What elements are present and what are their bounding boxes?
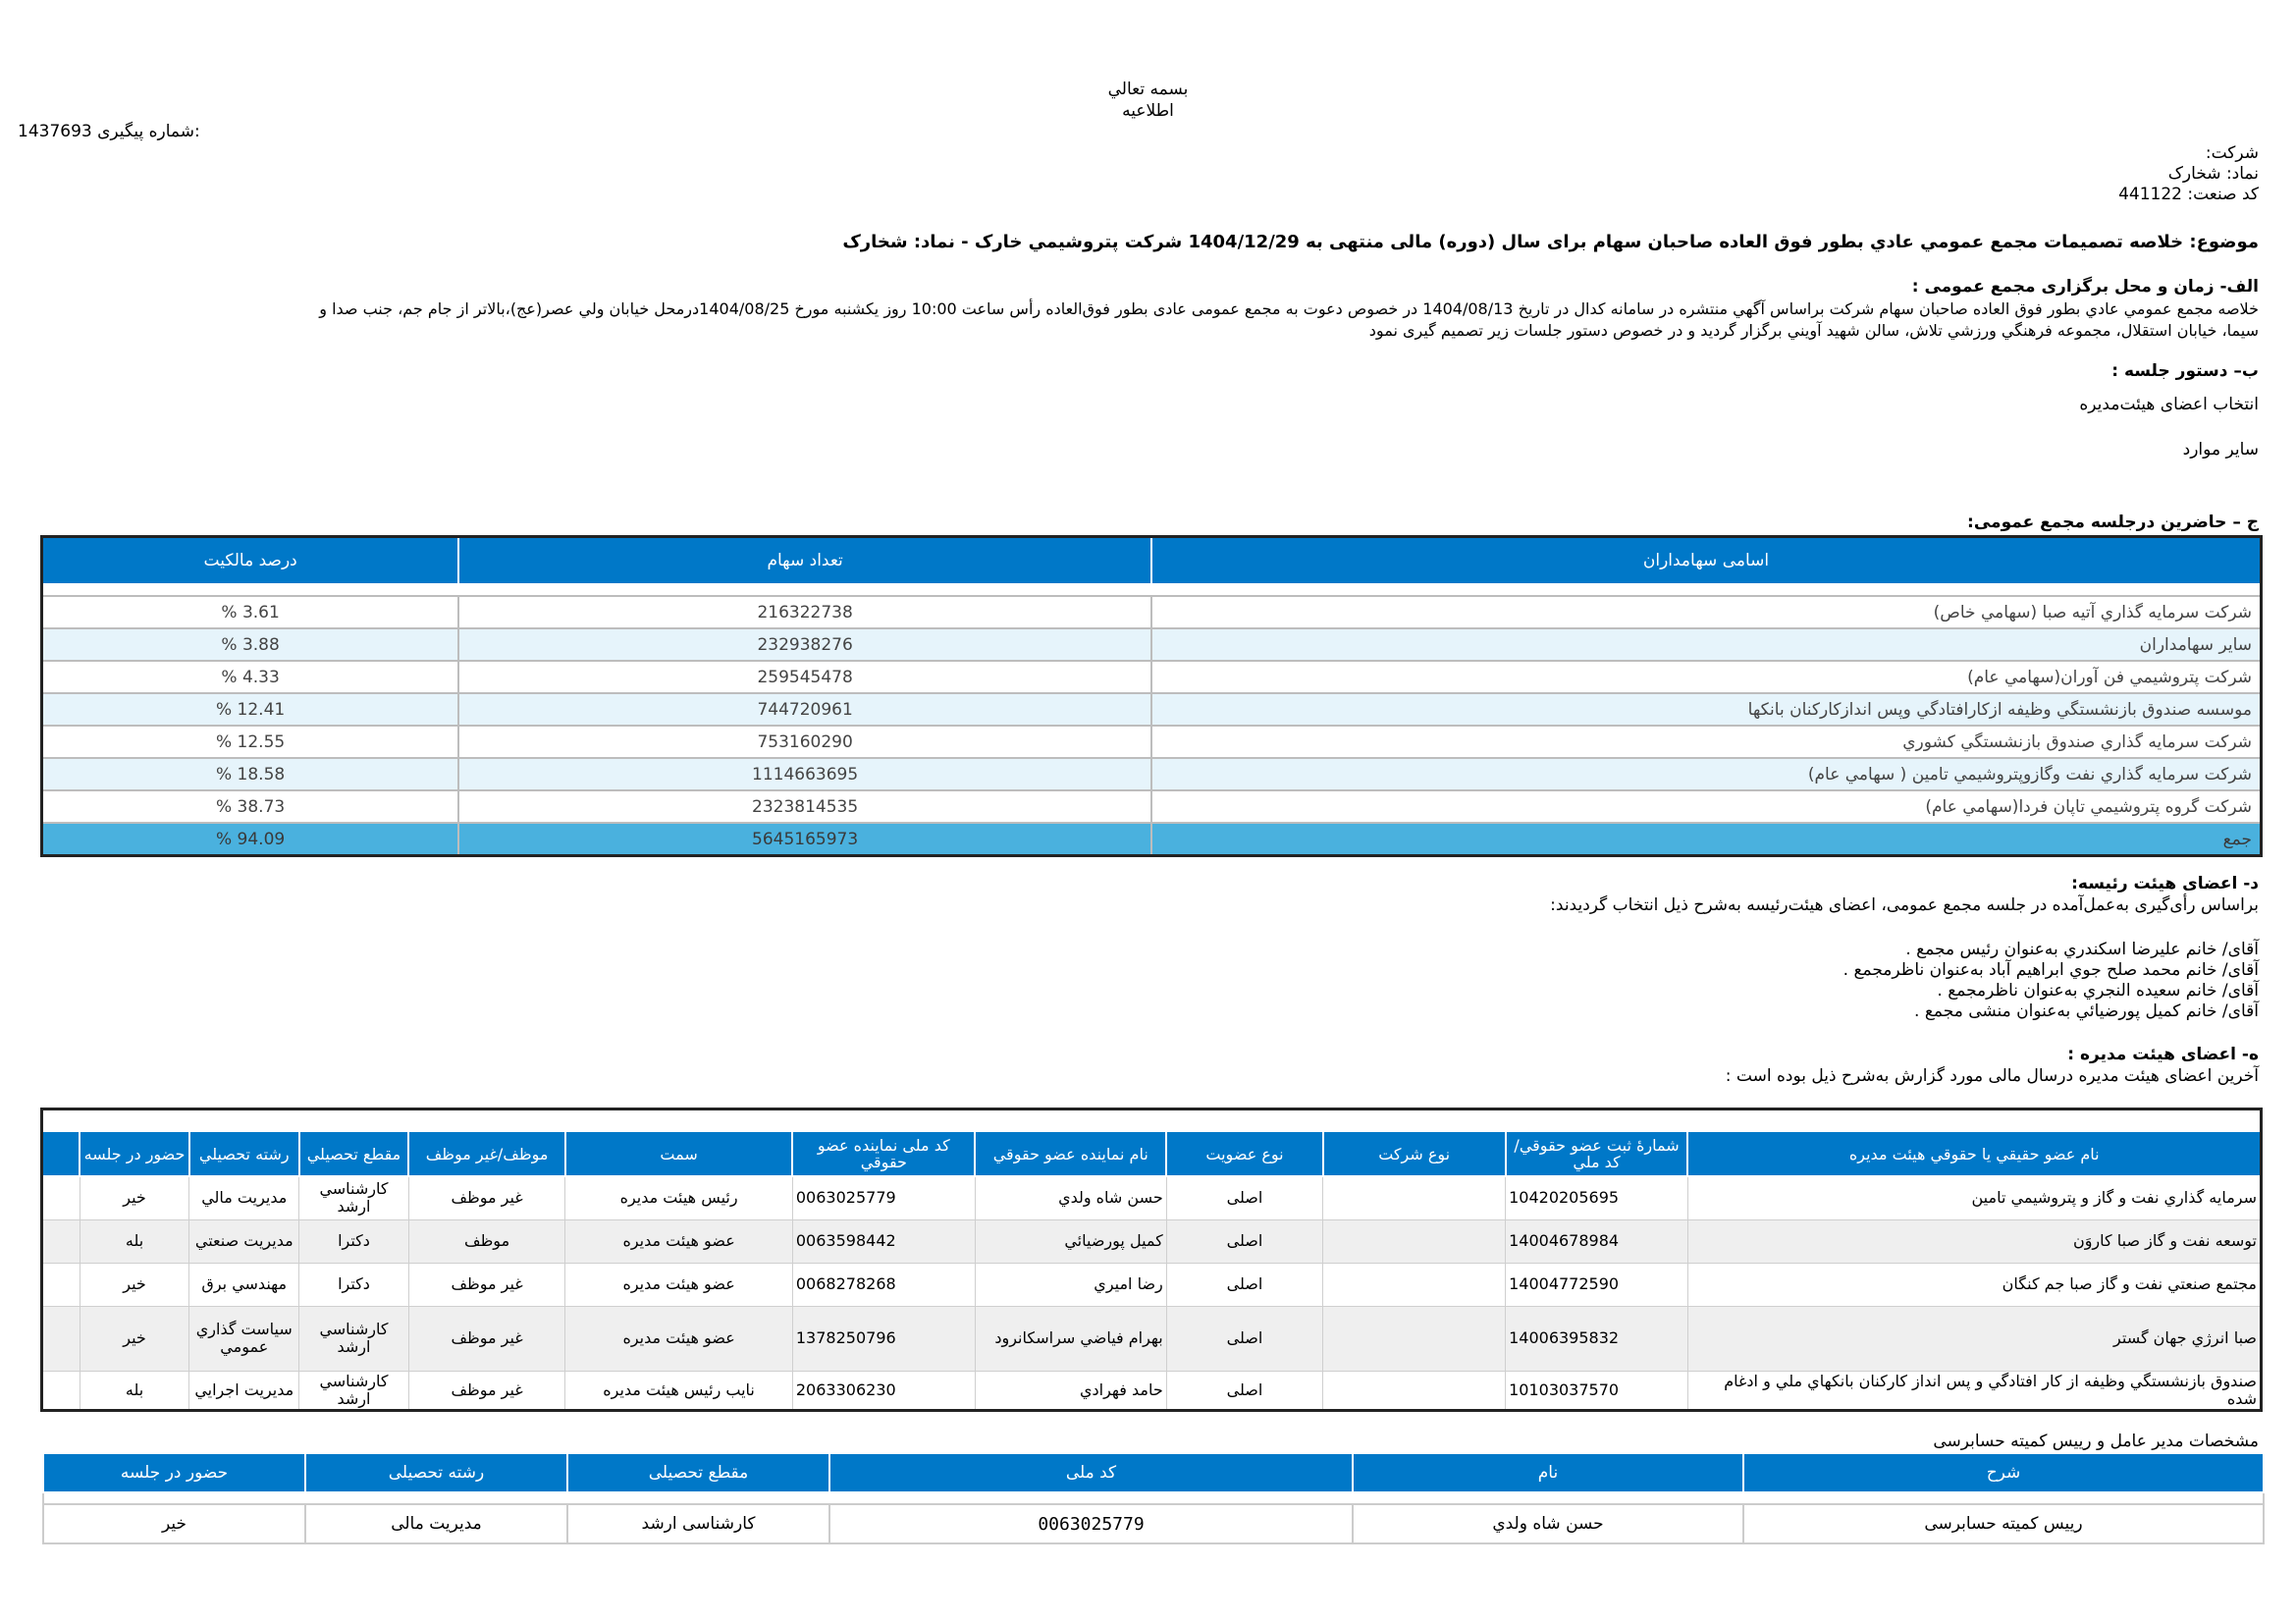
national-id: 0063025779 [829, 1504, 1353, 1543]
subject: موضوع: خلاصه تصميمات مجمع عمومي عادي بطور فوق العاده صاحبان سهام براى سال (دوره) مالی منتهی به 1404/12/29 شرکت پتروشيمي خارک - نماد: شخارک [842, 232, 2259, 252]
member-role: رئيس هيئت مديره [565, 1176, 793, 1219]
representative-id: 0068278268 [792, 1263, 975, 1306]
representative-name: بهرام فياضي سراسکانرود [975, 1306, 1166, 1371]
basmala: بسمه تعالي [1107, 80, 1189, 99]
table-row [42, 1263, 2262, 1306]
column-header: نوع عضويت [1166, 1131, 1322, 1176]
column-header: نوع شرکت [1323, 1131, 1506, 1176]
industry-label: کد صنعت: [2187, 185, 2259, 204]
ownership-percent: 4.33 % [42, 661, 459, 693]
shareholder-name: شرکت سرمايه گذاري نفت وگازوپتروشيمي تامين ( سهامي عام) [1151, 758, 2262, 790]
section-e-heading: ه- اعضای هيئت مديره : [2067, 1045, 2259, 1064]
duty-status: موظف [408, 1219, 564, 1263]
section-a-line-2: سيما، خيابان استقلال، مجموعه فرهنگي ورزشي تلاش، سالن شهيد آويني برگزار گرديد و در خصوص دستور جلسات زير تصميم گيری نمود [1368, 321, 2259, 340]
column-header: نام [1353, 1453, 1743, 1492]
shareholder-name: شرکت پتروشيمي فن آوران(سهامي عام) [1151, 661, 2262, 693]
symbol-value: شخارک [2167, 164, 2221, 184]
section-e-intro: آخرين اعضای هيئت مديره درسال مالی مورد گزارش به‌شرح ذيل بوده است : [1725, 1066, 2259, 1086]
duty-status: غير موظف [408, 1371, 564, 1410]
table-row [43, 1504, 2264, 1543]
attendance: بله [80, 1371, 189, 1410]
column-header: اسامی سهامداران [1151, 537, 2262, 585]
representative-name: کميل پورضيائي [975, 1219, 1166, 1263]
column-header: کد ملی [829, 1453, 1353, 1492]
ownership-percent: 12.55 % [42, 726, 459, 758]
member-registration: 14004772590 [1506, 1263, 1688, 1306]
column-header-blank [42, 1131, 80, 1176]
shareholder-name: شرکت سرمايه گذاري آتيه صبا (سهامي خاص) [1151, 596, 2262, 628]
column-header: کد ملی نماينده عضو حقوقي [792, 1131, 975, 1176]
industry-value: 441122 [2118, 185, 2182, 204]
shares-count: 216322738 [458, 596, 1151, 628]
industry-row [2118, 185, 2259, 205]
membership-type: اصلی [1166, 1371, 1322, 1410]
field-of-study: مديريت صنعتي [189, 1219, 299, 1263]
table-row [42, 726, 2262, 758]
ownership-percent: 3.61 % [42, 596, 459, 628]
membership-type: اصلی [1166, 1263, 1322, 1306]
page-title: اطلاعيه [1122, 101, 1174, 121]
degree: کارشناسي ارشد [299, 1306, 409, 1371]
tracking-number-label: شماره پیگیری: [97, 122, 200, 141]
table-row [42, 758, 2262, 790]
presidium-member: آقای/ خانم عليرضا اسکندري به‌عنوان رئيس مجمع . [1905, 940, 2259, 959]
attendance: بله [80, 1219, 189, 1263]
company-type [1323, 1263, 1506, 1306]
membership-type: اصلی [1166, 1176, 1322, 1219]
column-header: موظف/غير موظف [408, 1131, 564, 1176]
section-d-heading: د- اعضای هيئت رئيسه: [2071, 874, 2259, 893]
section-d-intro: براساس رأی‌گيری به‌عمل‌آمده در جلسه مجمع عمومی، اعضای هيئت‌رئيسه به‌شرح ذيل انتخاب گرديدند: [1550, 895, 2259, 915]
table-row [42, 1306, 2262, 1371]
column-header: حضور در جلسه [80, 1131, 189, 1176]
total-shares: 5645165973 [458, 823, 1151, 856]
row-blank [42, 1263, 80, 1306]
presidium-list [1843, 940, 2259, 1022]
company-label: شرکت: [2205, 143, 2259, 163]
attendance: خير [80, 1263, 189, 1306]
member-name: صبا انرژي جهان گستر [1687, 1306, 2261, 1371]
representative-id: 0063025779 [792, 1176, 975, 1219]
member-name: صندوق بازنشستگي وظيفه از کار افتادگي و پس انداز کارکنان بانکهاي ملي و ادغام شده [1687, 1371, 2261, 1410]
duty-status: غير موظف [408, 1263, 564, 1306]
column-header: شمارۀ ثبت عضو حقوقي/کد ملي [1506, 1131, 1688, 1176]
field-of-study: مديريت مالي [189, 1176, 299, 1219]
total-percent: 94.09 % [42, 823, 459, 856]
column-header: مقطع تحصيلي [299, 1131, 409, 1176]
shares-count: 2323814535 [458, 790, 1151, 823]
tracking-number-value: 1437693 [18, 122, 92, 141]
shareholder-name: ساير سهامداران [1151, 628, 2262, 661]
person-name: حسن شاه ولدي [1353, 1504, 1743, 1543]
table-row [42, 1219, 2262, 1263]
section-a-text [60, 298, 2259, 342]
tracking-number [18, 122, 200, 141]
shares-count: 744720961 [458, 693, 1151, 726]
member-registration: 10103037570 [1506, 1371, 1688, 1410]
duty-status: غير موظف [408, 1306, 564, 1371]
member-registration: 14004678984 [1506, 1219, 1688, 1263]
table-row [42, 628, 2262, 661]
membership-type: اصلی [1166, 1306, 1322, 1371]
shares-count: 1114663695 [458, 758, 1151, 790]
table-row [42, 596, 2262, 628]
company-type [1323, 1176, 1506, 1219]
total-label: جمع [1151, 823, 2262, 856]
attendance: خير [80, 1176, 189, 1219]
symbol-label: نماد: [2225, 164, 2259, 184]
field-of-study: مديريت اجرايي [189, 1371, 299, 1410]
table-row [42, 1371, 2262, 1410]
table-row [42, 661, 2262, 693]
ownership-percent: 38.73 % [42, 790, 459, 823]
table-row [42, 693, 2262, 726]
column-header: مقطع تحصيلی [567, 1453, 829, 1492]
shareholder-name: شرکت گروه پتروشيمي تاپان فردا(سهامي عام) [1151, 790, 2262, 823]
degree: کارشناسي ارشد [299, 1176, 409, 1219]
column-header: رشته تحصيلي [189, 1131, 299, 1176]
row-blank [42, 1176, 80, 1219]
shareholder-name: شرکت سرمايه گذاري صندوق بازنشستگي کشوري [1151, 726, 2262, 758]
symbol-row [2118, 164, 2259, 185]
company-type [1323, 1371, 1506, 1410]
membership-type: اصلی [1166, 1219, 1322, 1263]
degree: دکترا [299, 1263, 409, 1306]
column-header: حضور در جلسه [43, 1453, 305, 1492]
section-b-heading: ب– دستور جلسه : [2111, 361, 2259, 381]
column-header: درصد مالکيت [42, 537, 459, 585]
representative-name: حامد فهرادي [975, 1371, 1166, 1410]
column-header: رشته تحصيلی [305, 1453, 567, 1492]
field-of-study: سياست گذاري عمومي [189, 1306, 299, 1371]
member-name: سرمايه گذاري نفت و گاز و پتروشيمي تامين [1687, 1176, 2261, 1219]
member-role: عضو هيئت مديره [565, 1306, 793, 1371]
attendance: خير [43, 1504, 305, 1543]
presidium-member: آقای/ خانم سعيده النجري به‌عنوان ناظرمجمع . [1937, 981, 2259, 1001]
representative-name: رضا اميري [975, 1263, 1166, 1306]
row-blank [42, 1219, 80, 1263]
column-header: تعداد سهام [458, 537, 1151, 585]
shares-count: 753160290 [458, 726, 1151, 758]
company-type [1323, 1306, 1506, 1371]
ceo-table [42, 1452, 2265, 1544]
representative-id: 1378250796 [792, 1306, 975, 1371]
member-role: نايب رئيس هيئت مديره [565, 1371, 793, 1410]
company-type [1323, 1219, 1506, 1263]
column-header: سمت [565, 1131, 793, 1176]
ownership-percent: 18.58 % [42, 758, 459, 790]
shareholders-table [40, 535, 2263, 857]
degree: دکترا [299, 1219, 409, 1263]
attendance: خير [80, 1306, 189, 1371]
shareholder-name: موسسه صندوق بازنشستگي وظيفه ازکارافتادگي وپس اندازکارکنان بانکها [1151, 693, 2262, 726]
column-header: نام عضو حقيقي يا حقوقي هيئت مديره [1687, 1131, 2261, 1176]
column-header: نام نماينده عضو حقوقي [975, 1131, 1166, 1176]
representative-id: 2063306230 [792, 1371, 975, 1410]
ownership-percent: 3.88 % [42, 628, 459, 661]
column-header: شرح [1743, 1453, 2264, 1492]
member-name: مجتمع صنعتي نفت و گاز صبا جم کنگان [1687, 1263, 2261, 1306]
ownership-percent: 12.41 % [42, 693, 459, 726]
member-registration: 14006395832 [1506, 1306, 1688, 1371]
member-role: عضو هيئت مديره [565, 1219, 793, 1263]
table-row [42, 790, 2262, 823]
row-blank [42, 1306, 80, 1371]
section-c-heading: ج – حاضرين درجلسه مجمع عمومی: [1967, 513, 2259, 532]
agenda-item: انتخاب اعضای هيئت‌مديره [2079, 395, 2259, 414]
section-a-heading: الف- زمان و محل برگزاری مجمع عمومی : [1911, 277, 2259, 297]
presidium-member: آقای/ خانم محمد صلح جوي ابراهيم آباد به‌عنوان ناظرمجمع . [1842, 960, 2259, 980]
presidium-member: آقای/ خانم کميل پورضيائي به‌عنوان منشی مجمع . [1914, 1001, 2259, 1021]
field-of-study: مهندسي برق [189, 1263, 299, 1306]
field-of-study: مديريت مالی [305, 1504, 567, 1543]
degree: کارشناسي ارشد [299, 1371, 409, 1410]
row-blank [42, 1371, 80, 1410]
duty-status: غير موظف [408, 1176, 564, 1219]
description: رييس کميته حسابرسی [1743, 1504, 2264, 1543]
member-name: توسعه نفت و گاز صبا کاروَن [1687, 1219, 2261, 1263]
member-role: عضو هيئت مديره [565, 1263, 793, 1306]
total-row [42, 823, 2262, 856]
company-info [2118, 143, 2259, 205]
ceo-section-heading: مشخصات مدير عامل و رييس کميته حسابرسی [1933, 1432, 2259, 1451]
section-a-line-1: خلاصه مجمع عمومي عادي بطور فوق العاده صاحبان سهام شرکت براساس آگهي منتشره در سامانه کدال در تاريخ 1404/08/13 در خصوص دعوت به مجمع عمومی عادی بطور فوق‌العاده رأس ساعت 10:00 روز يکشنبه مورخ 1404/08/25درمحل خيابان ولي عصر(عج)،بالاتر از جام جم، جنب صدا و [319, 299, 2259, 318]
degree: کارشناسی ارشد [567, 1504, 829, 1543]
member-registration: 10420205695 [1506, 1176, 1688, 1219]
shares-count: 232938276 [458, 628, 1151, 661]
agenda-item: ساير موارد [2182, 440, 2259, 460]
table-row [42, 1176, 2262, 1219]
company-row [2118, 143, 2259, 164]
representative-id: 0063598442 [792, 1219, 975, 1263]
representative-name: حسن شاه ولدي [975, 1176, 1166, 1219]
shares-count: 259545478 [458, 661, 1151, 693]
board-table [40, 1108, 2263, 1412]
